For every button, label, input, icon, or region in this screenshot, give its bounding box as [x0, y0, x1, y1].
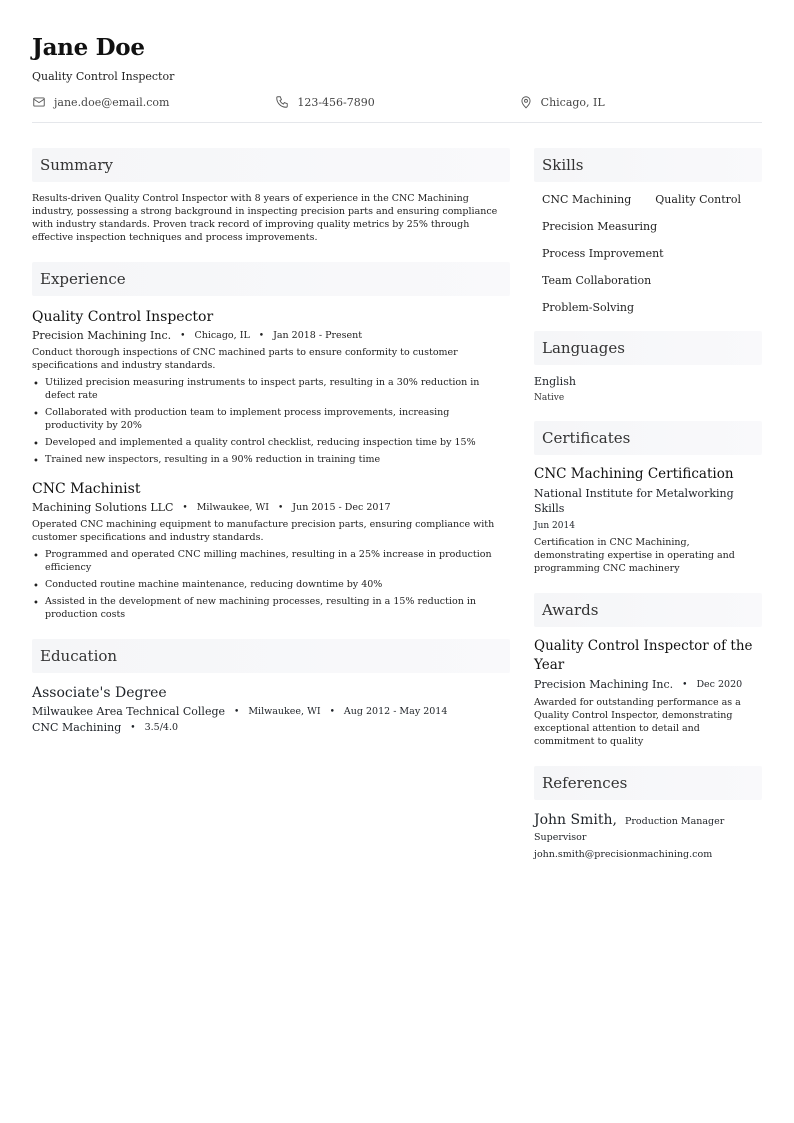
- skill-tag: Precision Measuring: [542, 220, 658, 233]
- separator-dot: •: [682, 679, 688, 690]
- job-dates: Jan 2018 - Present: [273, 330, 363, 341]
- reference-email[interactable]: john.smith@precisionmachining.com: [534, 849, 713, 860]
- email-text: jane.doe@email.com: [54, 95, 170, 109]
- separator-dot: •: [258, 330, 265, 341]
- separator-dot: •: [130, 722, 136, 733]
- job-bullet: • Programmed and operated CNC milling machines, resulting in a 25% increase in production efficiency: [32, 548, 510, 574]
- school-location: Milwaukee, WI: [248, 706, 321, 717]
- reference-line: [534, 812, 762, 828]
- education-heading: Education: [32, 639, 510, 673]
- experience-heading: Experience: [32, 262, 510, 296]
- language-level: Native: [534, 393, 565, 403]
- field-of-study: CNC Machining: [32, 721, 122, 734]
- mail-icon: [32, 95, 46, 109]
- candidate-role: Quality Control Inspector: [32, 70, 175, 83]
- job-entry: [32, 308, 510, 466]
- certificate-date: Jun 2014: [534, 521, 575, 531]
- education-dates: Aug 2012 - May 2014: [343, 706, 448, 717]
- language-name: English: [534, 375, 576, 388]
- job-bullets: [32, 376, 510, 466]
- separator-dot: •: [182, 502, 188, 513]
- job-entry: [32, 480, 510, 621]
- reference-role: Supervisor: [534, 832, 587, 843]
- job-bullet: • Collaborated with production team to implement process improvements, increasing productivity by 20%: [32, 406, 510, 432]
- certificate-title: CNC Machining Certification: [534, 466, 734, 482]
- education-meta: [32, 705, 510, 718]
- contact-row: [32, 95, 762, 109]
- skill-tag: Process Improvement: [542, 247, 664, 260]
- award-title: Quality Control Inspector of the Year: [534, 638, 753, 673]
- job-description: Conduct thorough inspections of CNC machined parts to ensure conformity to customer specifications and industry standards.: [32, 347, 458, 371]
- skills-heading: Skills: [534, 148, 762, 182]
- job-location: Chicago, IL: [194, 330, 250, 341]
- skill-tag: Quality Control: [655, 193, 742, 206]
- awards-heading: Awards: [534, 593, 762, 627]
- job-bullet: • Conducted routine machine maintenance, reducing downtime by 40%: [32, 578, 510, 591]
- references-heading: References: [534, 766, 762, 800]
- header-divider: [32, 122, 762, 123]
- job-company: Machining Solutions LLC: [32, 501, 174, 514]
- job-bullet: • Assisted in the development of new machining processes, resulting in a 15% reduction in production costs: [32, 595, 510, 621]
- job-title: CNC Machinist: [32, 481, 141, 497]
- job-bullets: [32, 548, 510, 621]
- certificate-description: Certification in CNC Machining, demonstrating expertise in operating and programming CNC machinery: [534, 537, 735, 574]
- skill-tag: Team Collaboration: [542, 274, 652, 287]
- award-issuer: Precision Machining Inc.: [534, 678, 674, 691]
- resume-header: [32, 34, 762, 109]
- contact-location: [519, 95, 762, 109]
- job-meta: [32, 501, 510, 514]
- separator-dot: •: [180, 330, 186, 341]
- reference-name: John Smith,: [534, 812, 617, 828]
- education-field-row: [32, 721, 510, 734]
- certificates-heading: Certificates: [534, 421, 762, 455]
- job-meta: [32, 329, 510, 342]
- skills-list: [534, 182, 762, 331]
- degree-title: Associate's Degree: [32, 685, 167, 701]
- job-bullet: • Trained new inspectors, resulting in a 90% reduction in training time: [32, 453, 510, 466]
- right-column: [534, 148, 762, 860]
- job-dates: Jun 2015 - Dec 2017: [292, 502, 391, 513]
- job-location: Milwaukee, WI: [196, 502, 269, 513]
- school-name: Milwaukee Area Technical College: [32, 705, 226, 718]
- job-bullet: • Utilized precision measuring instruments to inspect parts, resulting in a 30% reduction in defect rate: [32, 376, 510, 402]
- skill-tag: CNC Machining: [542, 193, 632, 206]
- skill-tag: Problem-Solving: [542, 301, 635, 314]
- separator-dot: •: [277, 502, 284, 513]
- languages-heading: Languages: [534, 331, 762, 365]
- certificate-issuer: National Institute for Metalworking Skills: [534, 487, 734, 515]
- phone-icon: [275, 95, 289, 109]
- gpa: 3.5/4.0: [144, 722, 179, 733]
- contact-email[interactable]: [32, 95, 275, 109]
- candidate-name: Jane Doe: [32, 34, 145, 61]
- contact-phone[interactable]: [275, 95, 518, 109]
- phone-text: 123-456-7890: [297, 95, 375, 109]
- left-column: [32, 148, 510, 734]
- job-bullet: • Developed and implemented a quality control checklist, reducing inspection time by 15%: [32, 436, 510, 449]
- award-date: Dec 2020: [696, 679, 743, 690]
- location-pin-icon: [519, 95, 533, 109]
- job-description: Operated CNC machining equipment to manufacture precision parts, ensuring compliance with customer specifications and industry standards.: [32, 519, 495, 543]
- summary-heading: Summary: [32, 148, 510, 182]
- reference-position: Production Manager: [624, 816, 725, 827]
- separator-dot: •: [234, 706, 240, 717]
- award-description: Awarded for outstanding performance as a Quality Control Inspector, demonstrating exceptional attention to detail and commitment to quality: [534, 697, 741, 747]
- job-company: Precision Machining Inc.: [32, 329, 172, 342]
- award-meta: [534, 678, 762, 691]
- summary-text: Results-driven Quality Control Inspector with 8 years of experience in the CNC Machining industry, possessing a strong background in inspecting precision parts and ensuring compliance with industry standards. Proven track record of improving quality metrics by 25% through effective inspection techniques and process improvements.: [32, 193, 498, 243]
- location-text: Chicago, IL: [540, 95, 605, 109]
- separator-dot: •: [329, 706, 335, 717]
- job-title: Quality Control Inspector: [32, 309, 214, 325]
